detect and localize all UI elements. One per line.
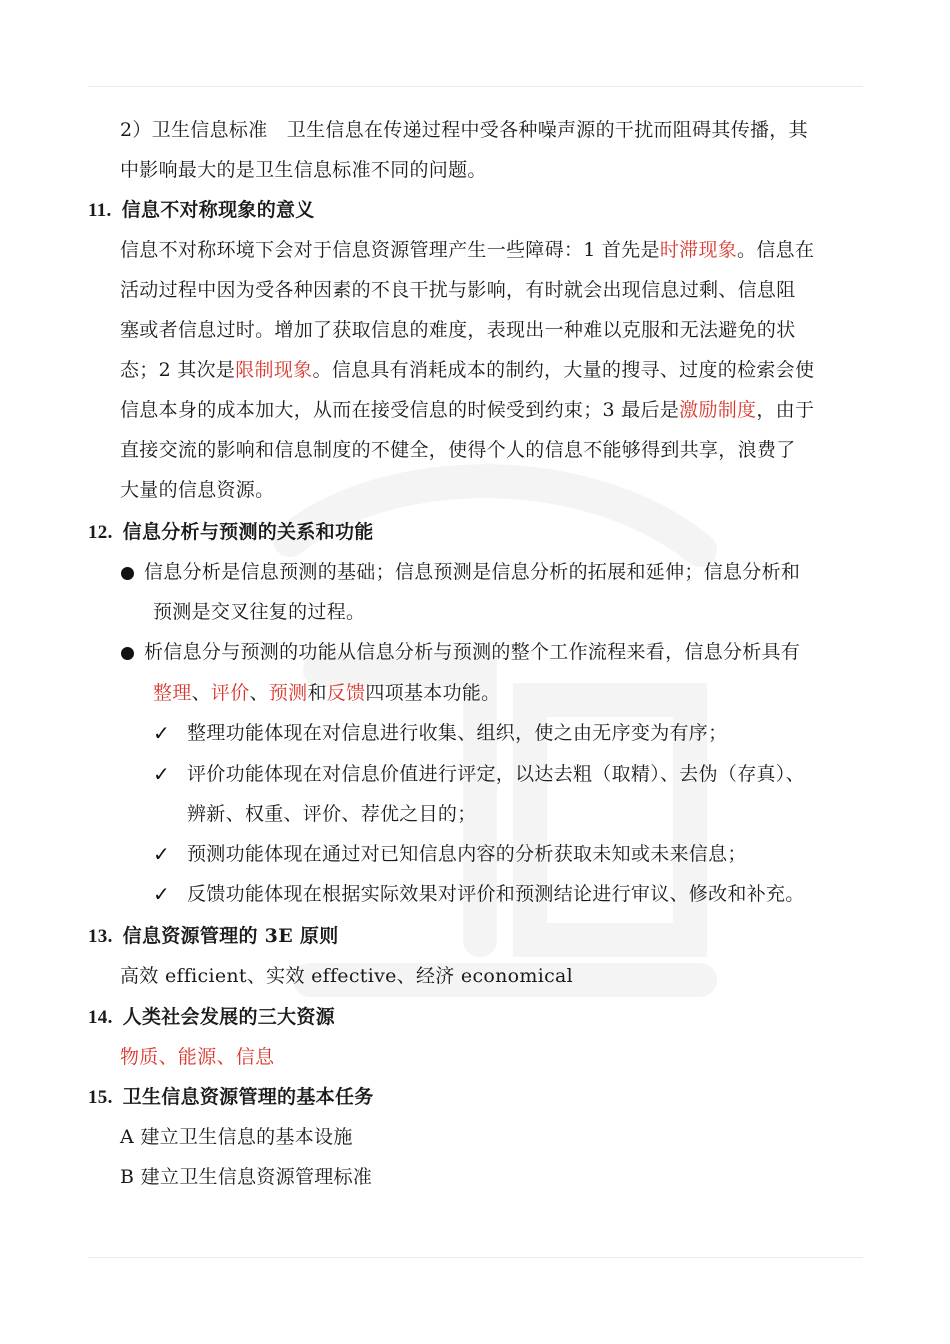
section-title: 信息分析与预测的关系和功能 [122, 521, 374, 543]
section-title: 信息资源管理的 3E 原则 [122, 925, 339, 947]
highlight-term: 反馈 [326, 682, 366, 704]
paragraph-line: 信息本身的成本加大，从而在接受信息的时候受到约束；3 最后是激励制度，由于 [120, 399, 815, 421]
highlight-term: 评价 [210, 682, 250, 704]
section-heading-15 [88, 1085, 374, 1110]
bullet-icon [121, 647, 134, 660]
highlight-term: 预测 [268, 682, 308, 704]
section-title: 人类社会发展的三大资源 [122, 1006, 335, 1028]
highlight-term: 限制现象 [235, 359, 313, 381]
paragraph-line: 信息不对称环境下会对于信息资源管理产生一些障碍：1 首先是时滞现象。信息在 [120, 239, 815, 261]
highlight-term: 时滞现象 [659, 239, 738, 261]
highlight-term: 激励制度 [679, 399, 757, 421]
check-line: 反馈功能体现在根据实际效果对评价和预测结论进行审议、修改和补充。 [187, 883, 805, 905]
paragraph-line: 2）卫生信息标准 卫生信息在传递过程中受各种噪声源的干扰而阻碍其传播，其 [120, 119, 808, 141]
list-item: B 建立卫生信息资源管理标准 [120, 1166, 373, 1188]
paragraph-line: 态；2 其次是限制现象。信息具有消耗成本的制约，大量的搜寻、过度的检索会使 [120, 359, 815, 381]
header-rule [88, 86, 863, 87]
paragraph-line: 直接交流的影响和信息制度的不健全，使得个人的信息不能够得到共享，浪费了 [120, 439, 796, 461]
check-line: 预测功能体现在通过对已知信息内容的分析获取未知或未来信息； [187, 843, 747, 865]
paragraph-line: 高效 efficient、实效 effective、经济 economical [120, 965, 574, 987]
paragraph-line: 大量的信息资源。 [120, 479, 275, 501]
list-item: A 建立卫生信息的基本设施 [120, 1126, 353, 1148]
paragraph-line: 塞或者信息过时。增加了获取信息的难度，表现出一种难以克服和无法避免的状 [120, 319, 796, 341]
check-icon: ✓ [153, 721, 170, 745]
bullet-line: 整理、评价、预测和反馈四项基本功能。 [153, 682, 501, 704]
section-title: 卫生信息资源管理的基本任务 [122, 1086, 374, 1108]
bullet-line: 析信息分与预测的功能从信息分析与预测的整个工作流程来看，信息分析具有 [144, 641, 801, 663]
section-number: 15. [88, 1087, 113, 1108]
check-icon: ✓ [153, 842, 170, 866]
check-icon: ✓ [153, 882, 170, 906]
section-heading-11 [88, 198, 315, 223]
bullet-line: 信息分析是信息预测的基础；信息预测是信息分析的拓展和延伸；信息分析和 [144, 561, 801, 583]
section-title: 信息不对称现象的意义 [121, 199, 315, 221]
paragraph-line: 中影响最大的是卫生信息标准不同的问题。 [120, 159, 487, 181]
section-number: 13. [88, 926, 113, 947]
check-line: 辨新、权重、评价、荐优之目的； [187, 803, 477, 825]
section-number: 11. [88, 200, 112, 221]
highlight-term: 整理 [153, 682, 192, 704]
bullet-line: 预测是交叉往复的过程。 [153, 601, 366, 623]
bullet-icon [121, 567, 134, 580]
check-line: 评价功能体现在对信息价值进行评定，以达去粗（取精）、去伪（存真）、 [187, 763, 805, 785]
section-heading-14 [88, 1005, 335, 1030]
check-icon: ✓ [153, 762, 170, 786]
check-line: 整理功能体现在对信息进行收集、组织，使之由无序变为有序； [187, 722, 728, 744]
footer-rule [88, 1257, 863, 1258]
section-heading-13 [88, 924, 339, 949]
section-number: 14. [88, 1007, 113, 1028]
section-number: 12. [88, 522, 113, 543]
paragraph-line: 活动过程中因为受各种因素的不良干扰与影响，有时就会出现信息过剩、信息阻 [120, 279, 796, 301]
highlight-term: 物质、能源、信息 [120, 1046, 275, 1068]
section-heading-12 [88, 520, 374, 545]
